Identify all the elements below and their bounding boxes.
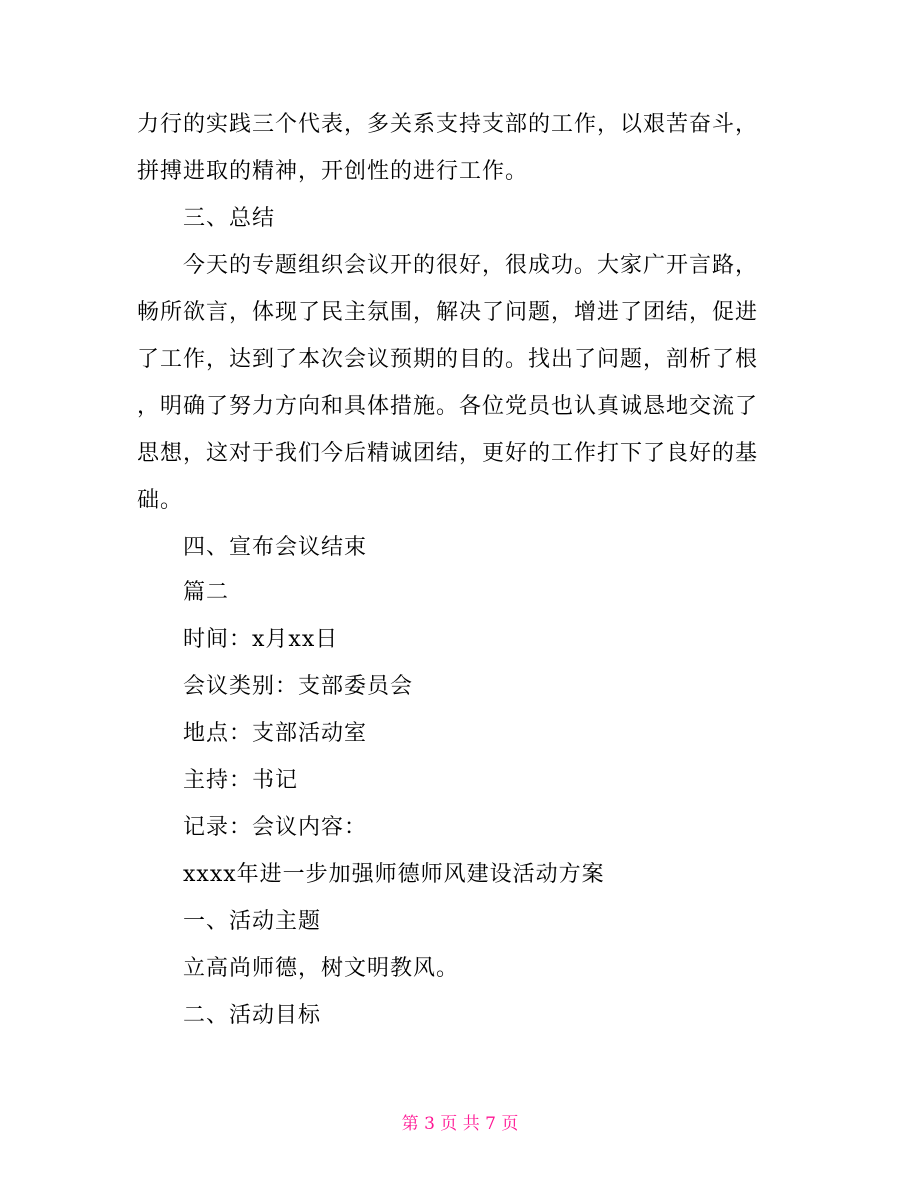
section-heading-summary: 三、总结 (183, 206, 276, 231)
theme-text: 立高尚师德，树文明教风。 (183, 956, 460, 981)
body-text-line: 拼搏进取的精神，开创性的进行工作。 (137, 159, 529, 184)
body-text-line: 了工作，达到了本次会议预期的目的。找出了问题，剖析了根 (137, 347, 759, 372)
body-text-line: ，明确了努力方向和具体措施。各位党员也认真诚恳地交流了 (137, 394, 759, 419)
body-text-line: 畅所欲言，体现了民主氛围，解决了问题，增进了团结，促进 (137, 300, 759, 325)
section-heading-theme: 一、活动主题 (183, 909, 322, 934)
meeting-host: 主持：书记 (183, 768, 299, 793)
body-text-line: 力行的实践三个代表，多关系支持支部的工作，以艰苦奋斗， (137, 112, 759, 137)
page-footer: 第 3 页 共 7 页 (401, 1114, 519, 1134)
meeting-record: 记录：会议内容： (183, 815, 368, 840)
meeting-location: 地点：支部活动室 (183, 721, 368, 746)
plan-title: xxxx年进一步加强师德师风建设活动方案 (183, 862, 605, 887)
meeting-time: 时间：x月xx日 (183, 627, 339, 652)
body-text-line: 思想，这对于我们今后精诚团结，更好的工作打下了良好的基 (137, 441, 759, 466)
body-text-line: 础。 (137, 488, 184, 513)
section-heading-goal: 二、活动目标 (183, 1003, 322, 1028)
body-text-line: 今天的专题组织会议开的很好，很成功。大家广开言路， (183, 253, 759, 278)
section-heading-end: 四、宣布会议结束 (183, 535, 368, 560)
meeting-type: 会议类别：支部委员会 (183, 674, 414, 699)
part-heading: 篇二 (183, 580, 230, 605)
